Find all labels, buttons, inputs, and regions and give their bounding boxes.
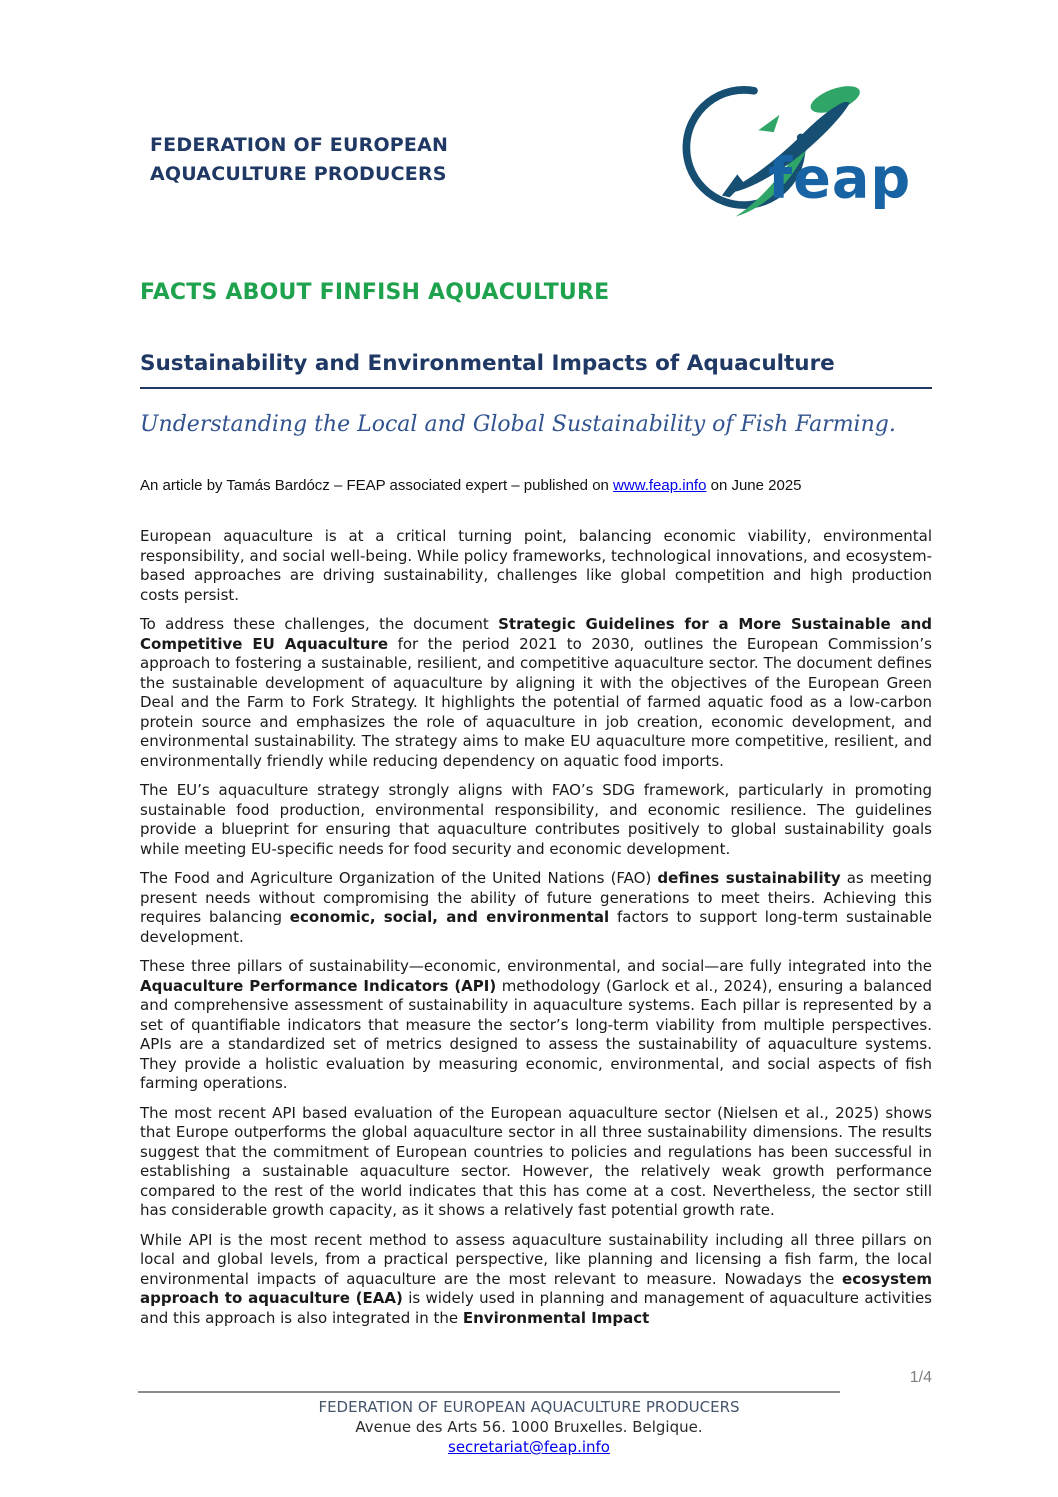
feap-logo [672,72,912,222]
body-text-bold: Aquaculture Performance Indicators (API) [140,976,497,995]
page-title: Sustainability and Environmental Impacts of Aquaculture [140,350,932,389]
body-paragraph [140,781,932,859]
article-content [140,280,932,1338]
body-text: The most recent API based evaluation of the European aquaculture sector (Nielsen et al., 2025) shows that Europe outperforms the global aquaculture sector in all three sustainability dimensions. The results suggest that the commitment of European countries to policies and regulations has been successful in establishing a sustainable aquaculture sector. However, the relatively weak growth performance compared to the rest of the world indicates that this has come at a cost. Nevertheless, the sector still has considerable growth capacity, as it shows a relatively fast potential growth rate. [140,1103,932,1219]
body-text: is widely used in planning and management of aquaculture activities and this approach is also integrated in the [140,1289,932,1327]
body-text: These three pillars of sustainability—economic, environmental, and social—are fully integrated into the [140,957,932,975]
body-text: European aquaculture is at a critical turning point, balancing economic viability, environmental responsibility, and social well-being. While policy frameworks, technological innovations, and ecosystem-based approaches are driving sustainability, challenges like global competition and high production costs persist. [140,527,932,604]
footer-divider [138,1391,840,1393]
byline [140,476,932,496]
body-text: While API is the most recent method to assess aquaculture sustainability including all three pillars on local and global levels, from a practical perspective, like planning and licensing a fish farm, the local environmental impacts of aquaculture are the most relevant to measure. Nowadays the [140,1230,932,1288]
org-name [150,131,448,189]
logo-wordmark: feap [768,146,912,212]
org-name-line2: AQUACULTURE PRODUCERS [150,163,447,185]
footer-address: Avenue des Arts 56. 1000 Bruxelles. Belgique. [355,1418,703,1436]
body-paragraph [140,615,932,771]
body-text: The EU’s aquaculture strategy strongly aligns with FAO’s SDG framework, particularly in promoting sustainable food production, environmental responsibility, and economic resilience. The guidelines provide a blueprint for ensuring that aquaculture contributes positively to global sustainability goals while meeting EU-specific needs for food security and economic development. [140,781,932,858]
page-footer [0,1397,1058,1457]
byline-prefix: An article by Tamás Bardócz – FEAP associated expert – published on [140,477,614,494]
body-paragraph [140,1104,932,1221]
logo-fish-tail-icon [722,174,744,197]
body-text: for the period 2021 to 2030, outlines the European Commission’s approach to fostering a sustainable, resilient, and competitive aquaculture sector. The document defines the sustainable development of aquaculture by aligning it with the objectives of the European Green Deal and the Farm to Fork Strategy. It highlights the potential of farmed aquatic food as a low-carbon protein source and emphasizes the role of aquaculture in job creation, economic development, and environmental sustainability. The strategy aims to make EU aquaculture more competitive, resilient, and environmentally friendly while reducing dependency on aquatic food imports. [140,634,932,770]
byline-suffix: on June 2025 [706,477,802,494]
org-name-line1: FEDERATION OF EUROPEAN [150,134,449,156]
body-text: factors to support long-term sustainable development. [140,908,933,946]
body-text: To address these challenges, the document [140,615,499,633]
page-number: 1/4 [909,1369,932,1386]
body-text-bold: economic, social, and environmental [289,908,610,926]
body-text: The Food and Agriculture Organization of the United Nations (FAO) [140,869,658,887]
article-body [140,527,932,1328]
body-text: as meeting present needs without compromising the ability of future generations to meet theirs. Achieving this requires balancing [140,869,932,926]
body-text-bold: ecosystem approach to aquaculture (EAA) [140,1269,932,1307]
body-paragraph [140,527,932,605]
subtitle: Understanding the Local and Global Sustainability of Fish Farming. [140,412,896,437]
feap-website-link[interactable]: www.feap.info [613,477,707,494]
body-text-bold: Environmental Impact [462,1308,650,1327]
footer-org-name: FEDERATION OF EUROPEAN AQUACULTURE PRODUCERS [318,1398,740,1416]
logo-fin-icon [758,115,779,132]
body-paragraph [140,869,932,947]
body-text-bold: Strategic Guidelines for a More Sustainable and Competitive EU Aquaculture [140,615,933,653]
body-paragraph [140,957,932,1094]
body-text: methodology (Garlock et al., 2024), ensuring a balanced and comprehensive assessment of sustainability in aquaculture systems. Each pillar is represented by a set of quantifiable indicators that measure the sector’s long-term viability from multiple perspectives. APIs are a standardized set of metrics designed to assess the sustainability of aquaculture systems. They provide a holistic evaluation by measuring economic, environmental, and social aspects of fish farming operations. [140,976,932,1092]
kicker-title: FACTS ABOUT FINFISH AQUACULTURE [140,280,610,305]
body-paragraph [140,1231,932,1329]
body-text-bold: defines sustainability [657,869,841,887]
footer-email-link[interactable]: secretariat@feap.info [448,1438,610,1456]
feap-logo-icon [672,72,912,222]
